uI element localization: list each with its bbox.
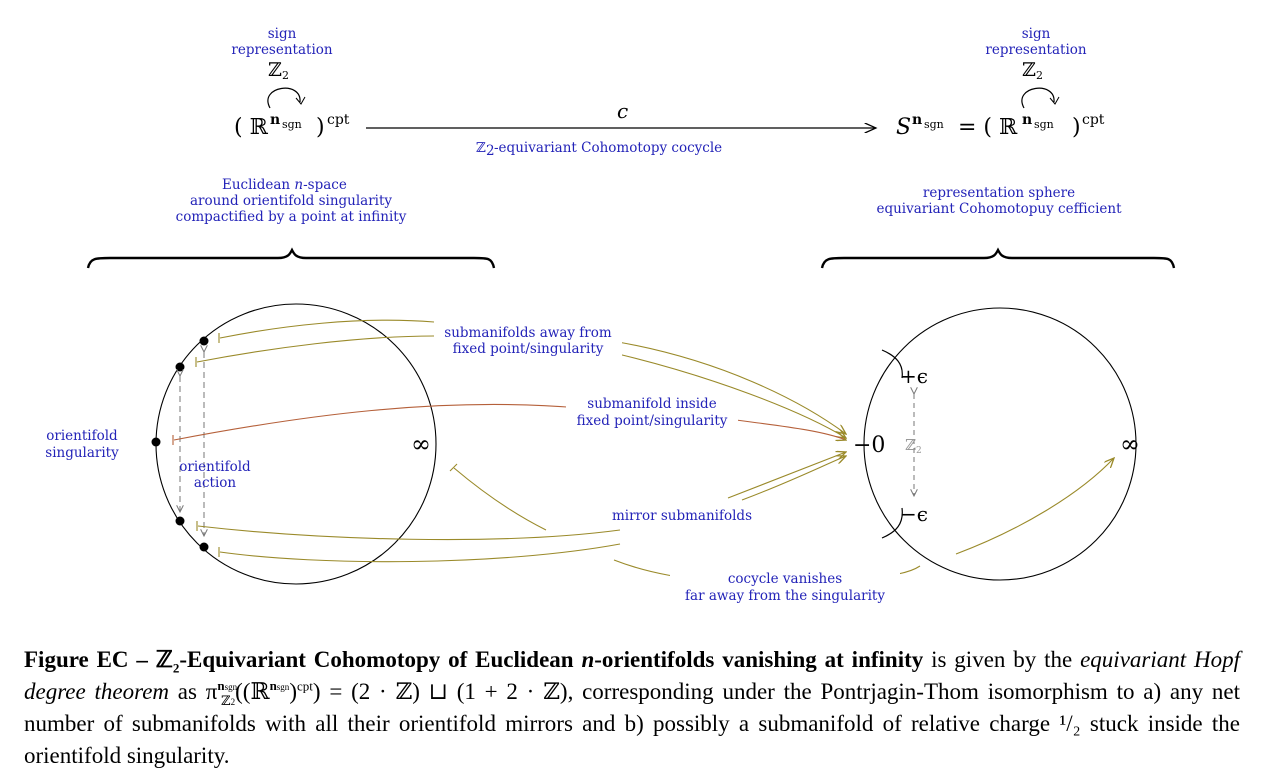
svg-text:cpt: cpt: [1082, 112, 1105, 128]
self-loop-left-icon: [268, 88, 300, 108]
svg-text:singularity: singularity: [45, 445, 119, 461]
svg-text:compactified by a point at inf: compactified by a point at infinity: [175, 209, 407, 225]
mirror-arrow-1: [198, 526, 620, 540]
svg-text:fixed point/singularity: fixed point/singularity: [452, 341, 604, 357]
z2-symbol-left: [268, 59, 289, 82]
left-brace: [88, 250, 494, 268]
infinity-right: ∞: [1120, 430, 1140, 458]
svg-text:submanifolds away from: submanifolds away from: [444, 325, 612, 341]
svg-text:mirror submanifolds: mirror submanifolds: [611, 508, 753, 524]
z2-symbol-right: [1022, 59, 1043, 82]
svg-text:2: 2: [916, 446, 922, 456]
svg-text:): ): [316, 115, 325, 140]
mirror-point: [176, 517, 185, 526]
vanish-label: [670, 568, 900, 604]
svg-text:cocycle vanishes: cocycle vanishes: [727, 571, 843, 587]
svg-text:-equivariant Cohomotopy cocycl: -equivariant Cohomotopy cocycle: [494, 140, 723, 156]
svg-text:orientifold: orientifold: [46, 428, 118, 444]
svg-text:sgn: sgn: [924, 118, 944, 131]
z2-small-label: [905, 436, 922, 456]
inside-arrow-left: [174, 404, 580, 440]
svg-text:cpt: cpt: [327, 112, 350, 128]
svg-text:sgn: sgn: [1034, 118, 1054, 131]
svg-text:ℤ: ℤ: [268, 59, 282, 81]
svg-text:representation sphere: representation sphere: [922, 185, 1076, 201]
figure-caption: Figure EC – ℤ$_2$-Equivariant Cohomotopy of Euclidean n-orientifolds vanishing at infinity is given by the equivariant Hopf degree theorem as $\pi^{nsgn}_{ℤ2}((ℝ^{nsgn})^{cpt}) = (2$ · ℤ) ⊔ (1 + 2 · ℤ), corresponding under the Pontrjagin-Thom isomorphism to a) any net number of submanifolds with all their orientifold mirrors and b) possibly a submanifold of relative charge ¹/₂ stuck inside the orientifold singularity.: [24, 647, 1240, 768]
caption-theorem-name: equivariant Hopf degree theorem: [24, 647, 1240, 704]
vanish-arrow-left: [454, 468, 546, 530]
cocycle-caption: [476, 140, 722, 159]
caption-title: Figure EC – ℤ: [24, 647, 173, 672]
sign-label-right: sign: [1021, 26, 1051, 42]
svg-text:submanifold inside: submanifold inside: [587, 396, 717, 412]
infinity-left: ∞: [411, 430, 431, 458]
cocycle-symbol: c: [617, 99, 629, 123]
representation-label-left: representation: [231, 42, 333, 58]
sign-label-left: sign: [267, 26, 297, 42]
svg-text:( ℝ: ( ℝ: [234, 115, 268, 140]
minus-epsilon: −ϵ: [900, 502, 928, 526]
svg-text:2: 2: [282, 69, 289, 82]
mirror-to-zero-arrow-2: [742, 456, 846, 500]
svg-text:sgn: sgn: [282, 118, 302, 131]
right-brace: [822, 250, 1174, 268]
plus-epsilon: +ϵ: [900, 364, 928, 388]
svg-text:orientifold: orientifold: [179, 459, 251, 475]
svg-text:): ): [1072, 115, 1081, 140]
svg-text:n: n: [270, 112, 281, 128]
representation-label-right: representation: [985, 42, 1087, 58]
svg-text:2: 2: [1036, 69, 1043, 82]
svg-text:Euclidean n-space: Euclidean n-space: [222, 177, 347, 193]
svg-text:fixed point/singularity: fixed point/singularity: [576, 413, 728, 429]
vanish-arrow-right: [956, 458, 1114, 554]
compactified-space-symbol: [234, 112, 350, 140]
svg-text:ℤ: ℤ: [476, 140, 486, 156]
svg-text:n: n: [1022, 112, 1033, 128]
svg-text:around orientifold singularity: around orientifold singularity: [189, 193, 393, 209]
away-label: [434, 322, 622, 358]
orientifold-action-label: [179, 459, 251, 491]
svg-text:= ( ℝ: = ( ℝ: [958, 115, 1018, 140]
submanifold-point: [176, 363, 185, 372]
svg-text:equivariant Cohomotopuy ceffic: equivariant Cohomotopuy cefficient: [876, 201, 1122, 217]
mirror-point: [200, 543, 209, 552]
representation-sphere-description: [876, 185, 1122, 217]
svg-text:ℤ: ℤ: [905, 436, 916, 454]
zero-point: −0: [853, 433, 886, 458]
orientifold-points: [152, 337, 209, 552]
mirror-label: [602, 506, 762, 524]
singularity-point: [152, 438, 161, 447]
representation-sphere-symbol: [896, 112, 1105, 140]
svg-text:far away from the singularity: far away from the singularity: [685, 588, 885, 604]
away-arrow-1: [220, 320, 434, 338]
mirror-to-zero-arrow-1: [728, 452, 846, 498]
svg-text:2: 2: [486, 143, 495, 159]
vanish-connector-right: [898, 566, 920, 574]
svg-text:action: action: [193, 475, 237, 491]
self-loop-right-icon: [1022, 88, 1054, 108]
submanifold-point: [200, 337, 209, 346]
mirror-arrow-2: [220, 544, 620, 562]
euclidean-space-description: [176, 177, 407, 225]
orientifold-singularity-label: [45, 428, 119, 461]
svg-text:S: S: [896, 115, 912, 140]
svg-text:ℤ: ℤ: [1022, 59, 1036, 81]
inside-label: [566, 394, 738, 430]
svg-text:n: n: [912, 112, 923, 128]
